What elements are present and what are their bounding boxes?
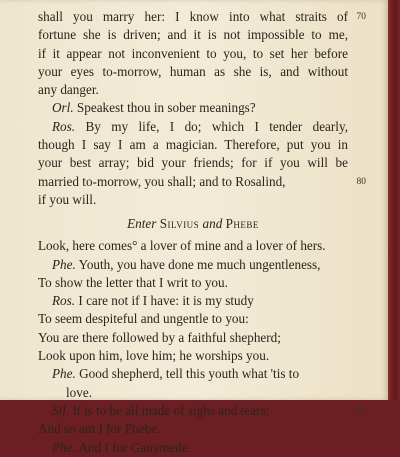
verse-line: To seem despiteful and ungentle to you: bbox=[38, 311, 249, 327]
verse-line: Phe. Youth, you have done me much ungentleness, bbox=[52, 256, 321, 272]
verse-line: Look upon him, love him; he worships you. bbox=[38, 348, 270, 364]
stage-direction: Enter Silvius and Phebe bbox=[127, 216, 259, 232]
speaker-name: Ros. bbox=[52, 118, 76, 134]
speaker-name: Orl. bbox=[52, 100, 74, 116]
verse-line: You are there followed by a faithful shepherd; bbox=[38, 329, 281, 345]
speaker-name: Sil. bbox=[52, 402, 70, 418]
prose-line: fortune she is driven; and it is not impossible to me, bbox=[38, 27, 348, 43]
verse-line: Ros. I care not if I have: it is my study bbox=[52, 293, 254, 309]
verse-line: love. bbox=[66, 384, 93, 400]
speech-line: Ros. By my life, I do; which I tender dearly, bbox=[52, 118, 348, 134]
verse-line: Phe. And I for Ganymede. bbox=[52, 439, 192, 455]
verse-line: Sil. It is to be all made of sighs and tears; 90 bbox=[38, 402, 348, 420]
prose-line: your eyes to-morrow, human as she is, and without bbox=[38, 63, 348, 79]
prose-line: any danger. bbox=[38, 82, 99, 98]
prose-line: if you will. bbox=[38, 191, 97, 207]
prose-line: if it appear not inconvenient to you, to set her before bbox=[38, 45, 348, 61]
page-text bbox=[38, 8, 366, 457]
line-number: 70 bbox=[356, 12, 366, 22]
verse-line: To show the letter that I writ to you. bbox=[38, 274, 228, 290]
speaker-name: Phe. bbox=[52, 439, 76, 455]
speaker-name: Phe. bbox=[52, 256, 76, 272]
speech-line: Orl. Speakest thou in sober meanings? bbox=[52, 100, 256, 116]
verse-line: And so am I for Phebe. bbox=[38, 421, 161, 437]
line-number: 90 bbox=[356, 405, 366, 416]
speaker-name: Phe. bbox=[52, 366, 76, 382]
verse-line: Phe. Good shepherd, tell this youth what 'tis to bbox=[52, 366, 300, 382]
speaker-name: Ros. bbox=[52, 293, 76, 309]
verse-line: Look, here comes° a lover of mine and a lover of hers. bbox=[38, 238, 326, 254]
prose-line: shall you marry her: I know into what straits of 70 bbox=[38, 8, 348, 26]
prose-line: your best array; bid your friends; for if you will be bbox=[38, 155, 348, 171]
prose-line: though I say I am a magician. Therefore, put you in bbox=[38, 137, 348, 153]
book-binding bbox=[388, 0, 400, 400]
prose-line: married to-morrow, you shall; and to Rosalind, 80 bbox=[38, 173, 348, 191]
line-number: 80 bbox=[356, 176, 366, 187]
